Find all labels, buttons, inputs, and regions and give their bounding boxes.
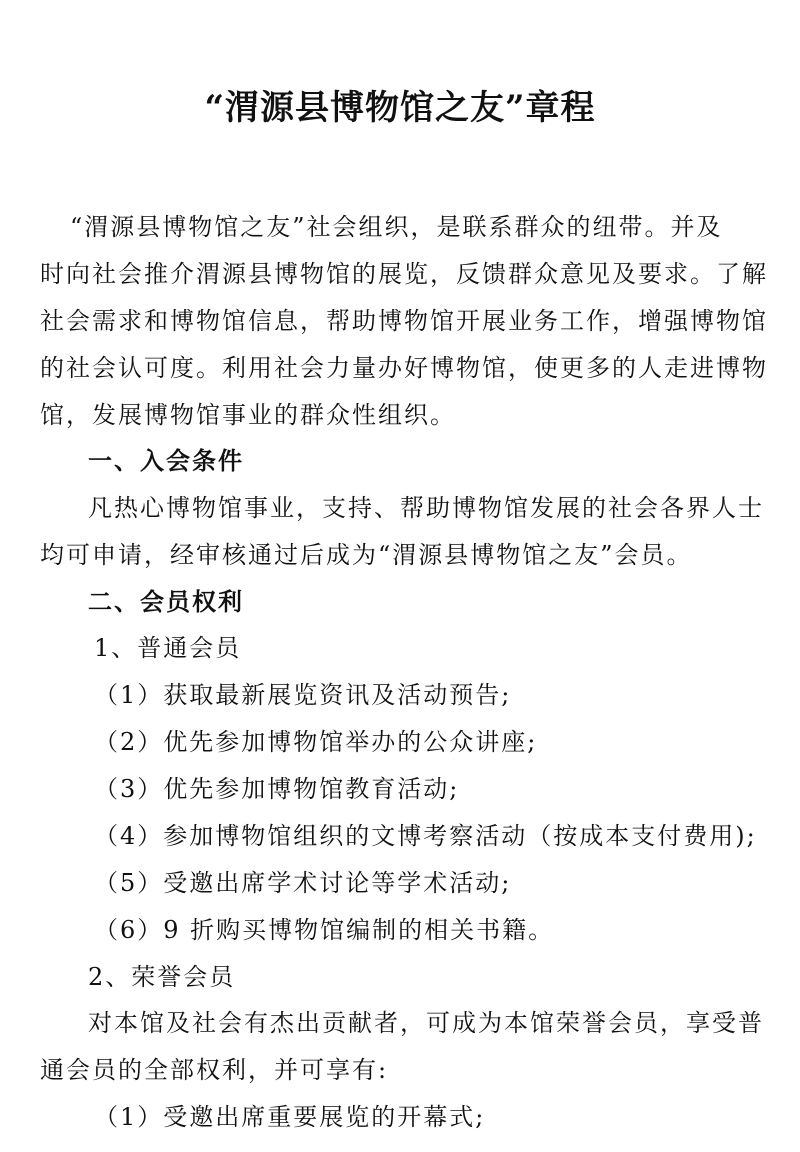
intro-line: 馆，发展博物馆事业的群众性组织。: [40, 401, 456, 429]
rights-list-item: （1）获取最新展览资讯及活动预告;: [94, 681, 512, 709]
honorary-line: 通会员的全部权利，并可享有:: [40, 1056, 389, 1084]
rights-list-item: （5）受邀出席学术讨论等学术活动;: [94, 869, 512, 897]
intro-line: 社会需求和博物馆信息，帮助博物馆开展业务工作，增强博物馆: [40, 307, 768, 335]
intro-line: 时向社会推介渭源县博物馆的展览，反馈群众意见及要求。了解: [40, 260, 768, 288]
rights-list-item: （2）优先参加博物馆举办的公众讲座;: [94, 728, 538, 756]
subsection-heading-regular-member: 1、普通会员: [94, 634, 242, 662]
subsection-heading-honorary-member: 2、荣誉会员: [88, 963, 236, 991]
section1-line: 均可申请，经审核通过后成为“渭源县博物馆之友”会员。: [40, 541, 693, 569]
rights-list-item: （3）优先参加博物馆教育活动;: [94, 775, 460, 803]
honorary-list-item: （1）受邀出席重要展览的开幕式;: [94, 1103, 486, 1131]
rights-list-item: （6）9 折购买博物馆编制的相关书籍。: [94, 916, 555, 944]
section1-line: 凡热心博物馆事业，支持、帮助博物馆发展的社会各界人士: [88, 494, 764, 522]
intro-line: 的社会认可度。利用社会力量办好博物馆，使更多的人走进博物: [40, 354, 768, 382]
document-title: “渭源县博物馆之友”章程: [204, 88, 596, 128]
section-heading-membership-conditions: 一、入会条件: [88, 447, 244, 475]
rights-list-item: （4）参加博物馆组织的文博考察活动（按成本支付费用);: [94, 822, 757, 850]
honorary-line: 对本馆及社会有杰出贡献者，可成为本馆荣誉会员，享受普: [88, 1009, 764, 1037]
intro-line: “渭源县博物馆之友”社会组织，是联系群众的纽带。并及: [70, 213, 723, 241]
section-heading-member-rights: 二、会员权利: [88, 588, 244, 616]
